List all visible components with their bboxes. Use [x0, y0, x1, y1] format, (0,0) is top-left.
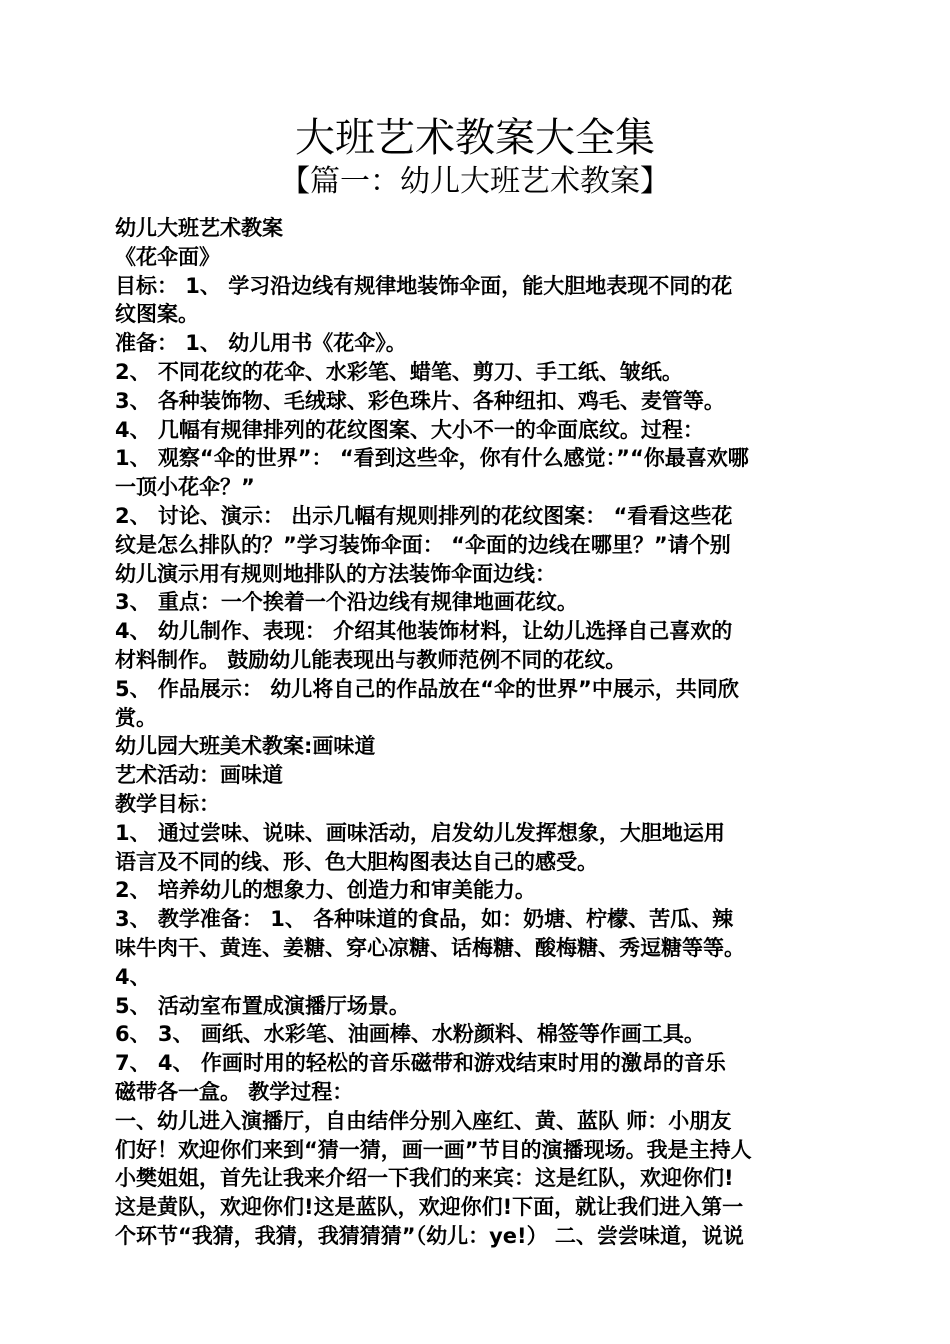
body-line: 《花伞面》: [115, 244, 220, 269]
body-line: 准备： 1、 幼儿用书《花伞》。: [115, 331, 407, 356]
body-line: 3、 教学准备： 1、 各种味道的食品，如：奶塘、柠檬、苦瓜、辣: [115, 907, 734, 932]
body-line: 这是黄队，欢迎你们!这是蓝队，欢迎你们!下面，就让我们进入第一: [115, 1195, 744, 1220]
body-line: 幼儿演示用有规则地排队的方法装饰伞面边线：: [115, 561, 556, 586]
body-line: 一、幼儿进入演播厅，自由结伴分别入座红、黄、蓝队 师：小朋友: [115, 1108, 732, 1133]
body-line: 目标： 1、 学习沿边线有规律地装饰伞面，能大胆地表现不同的花: [115, 273, 733, 298]
body-line: 4、 幼儿制作、表现： 介绍其他装饰材料，让幼儿选择自己喜欢的: [115, 619, 733, 644]
body-line: 个环节“我猜，我猜，我猜猜猜”（幼儿：ye!） 二、尝尝味道，说说: [115, 1223, 744, 1248]
body-line: 2、 不同花纹的花伞、水彩笔、蜡笔、剪刀、手工纸、皱纸。: [115, 359, 683, 384]
body-line: 7、 4、 作画时用的轻松的音乐磁带和游戏结束时用的激昂的音乐: [115, 1051, 726, 1076]
body-line: 教学目标：: [115, 791, 220, 816]
body-line: 3、 重点：一个挨着一个沿边线有规律地画花纹。: [115, 590, 578, 615]
body-line: 们好！欢迎你们来到“猜一猜，画一画”节目的演播现场。我是主持人: [115, 1137, 752, 1162]
document-subtitle: 【篇一：幼儿大班艺术教案】: [280, 164, 670, 199]
body-line: 5、 作品展示： 幼儿将自己的作品放在“伞的世界”中展示，共同欣: [115, 676, 739, 701]
body-line: 3、 各种装饰物、毛绒球、彩色珠片、各种纽扣、鸡毛、麦管等。: [115, 388, 725, 413]
body-line: 2、 培养幼儿的想象力、创造力和审美能力。: [115, 878, 536, 903]
body-line: 一顶小花伞？”: [115, 475, 255, 500]
body-line: 2、 讨论、演示： 出示几幅有规则排列的花纹图案： “看看这些花: [115, 503, 733, 528]
body-line: 6、 3、 画纸、水彩笔、油画棒、水粉颜料、棉签等作画工具。: [115, 1022, 705, 1047]
body-line: 纹是怎么排队的？”学习装饰伞面： “伞面的边线在哪里？”请个别: [115, 532, 731, 557]
body-line: 赏。: [115, 705, 157, 730]
body-line: 小樊姐姐，首先让我来介绍一下我们的来宾：这是红队，欢迎你们!: [115, 1166, 734, 1191]
document-title: 大班艺术教案大全集: [295, 115, 655, 161]
body-line: 5、 活动室布置成演播厅场景。: [115, 993, 410, 1018]
body-line: 幼儿园大班美术教案:画味道: [115, 734, 376, 759]
body-line: 1、 通过尝味、说味、画味活动，启发幼儿发挥想象，大胆地运用: [115, 820, 725, 845]
body-line: 1、 观察“伞的世界”： “看到这些伞，你有什么感觉：”“你最喜欢哪: [115, 446, 749, 471]
body-line: 味牛肉干、黄连、姜糖、穿心凉糖、话梅糖、酸梅糖、秀逗糖等等。: [115, 935, 745, 960]
body-line: 幼儿大班艺术教案: [115, 216, 283, 240]
body-line: 4、 几幅有规律排列的花纹图案、大小不一的伞面底纹。过程：: [115, 417, 704, 442]
document-body: [115, 214, 835, 1251]
body-line: 纹图案。: [115, 302, 199, 327]
body-line: 材料制作。 鼓励幼儿能表现出与教师范例不同的花纹。: [115, 647, 627, 672]
body-line: 4、: [115, 964, 151, 989]
body-line: 艺术活动：画味道: [115, 763, 283, 788]
body-line: 语言及不同的线、形、色大胆构图表达自己的感受。: [115, 849, 598, 874]
body-line: 磁带各一盒。 教学过程：: [115, 1079, 354, 1104]
